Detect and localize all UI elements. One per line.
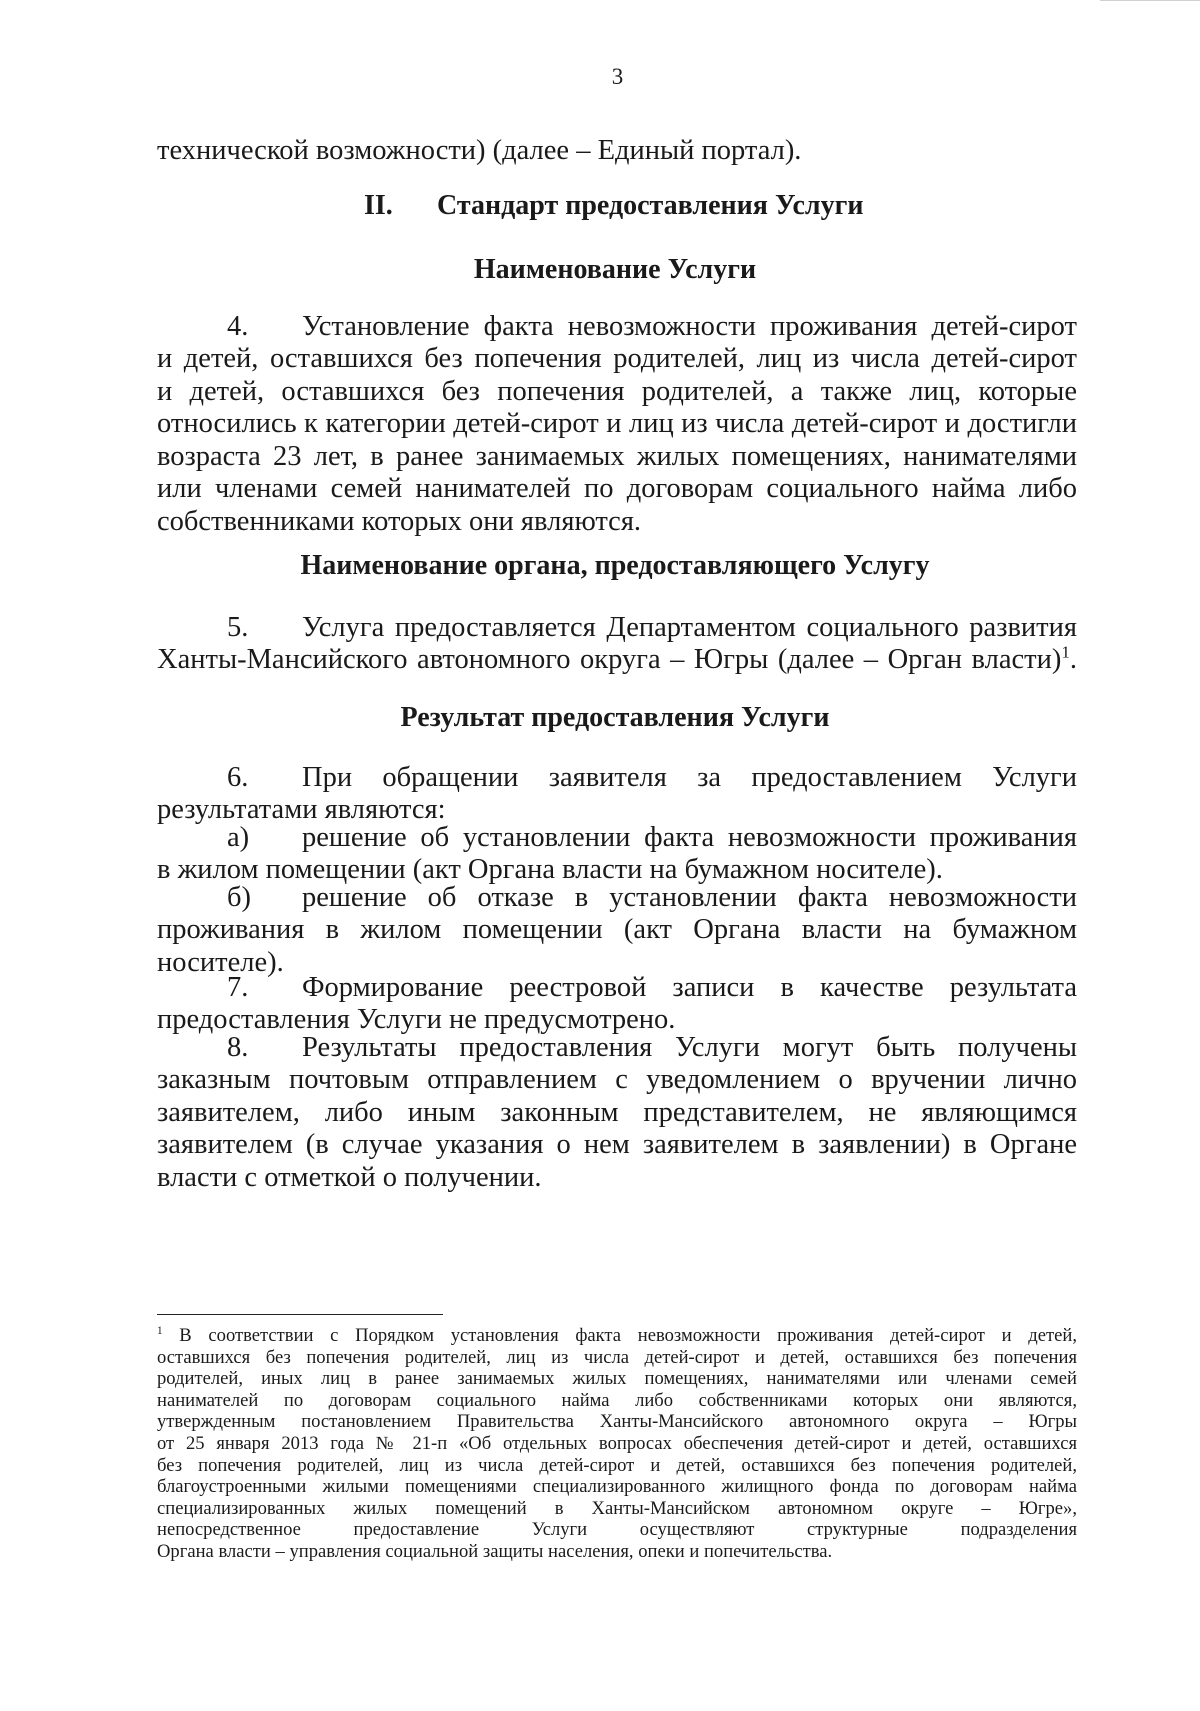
paragraph-5-line-2-end: . xyxy=(1069,644,1077,675)
heading-organ: Наименование органа, предоставляющего Услугу xyxy=(300,550,930,581)
footnote xyxy=(157,1325,1077,1563)
footnote-line: непосредственное предоставление Услуги осуществляют структурные подразделения xyxy=(157,1519,1077,1541)
item-a-first-text: решение об установлении факта невозможности проживания xyxy=(302,822,1077,853)
paragraph-8-first-text: Результаты предоставления Услуги могут быть получены xyxy=(302,1032,1077,1063)
paragraph-8-line: заказным почтовым отправлением с уведомлением о вручении лично xyxy=(157,1064,1077,1095)
paragraph-6-first-text: При обращении заявителя за предоставлением Услуги xyxy=(302,762,1077,793)
paragraph-8-line: заявителем, либо иным законным представителем, не являющимся xyxy=(157,1096,1077,1128)
footnote-line: без попечения родителей, лиц из числа детей-сирот и детей, оставшихся без попечения родителей, xyxy=(157,1454,1077,1476)
paragraph-4-line: и детей, оставшихся без попечения родителей, а также лиц, которые xyxy=(157,375,1077,407)
section-heading xyxy=(157,190,1077,224)
page-number: 3 xyxy=(611,64,624,89)
paragraph-5-line-2 xyxy=(157,644,1077,677)
paragraph-5-number: 5. xyxy=(227,612,249,643)
heading-result: Результат предоставления Услуги xyxy=(400,702,830,733)
paragraph-7-first-text: Формирование реестровой записи в качестве результата xyxy=(302,972,1077,1003)
section-roman: II. xyxy=(364,190,393,221)
footnote-line-text: В соответствии с Порядком установления факта невозможности проживания детей-сирот и детей, xyxy=(162,1325,1077,1346)
footnote-line: оставшихся без попечения родителей, лиц из числа детей-сирот и детей, оставшихся без попечения xyxy=(157,1346,1077,1368)
paragraph-5-first-line xyxy=(157,612,1077,645)
footnote-separator xyxy=(157,1314,443,1315)
paragraph-4-body xyxy=(157,343,1077,539)
paragraph-4-line: или членами семей нанимателей по договорам социального найма либо xyxy=(157,473,1077,505)
footnote-line: Органа власти – управления социальной защиты населения, опеки и попечительства. xyxy=(157,1540,833,1562)
paragraph-4-line: собственниками которых они являются. xyxy=(157,505,642,537)
paragraph-7-first-line xyxy=(157,972,1077,1005)
item-a-marker: а) xyxy=(227,822,250,853)
paragraph-6-line-2: результатами являются: xyxy=(157,794,446,825)
footnote-mark: 1 xyxy=(157,1324,163,1337)
footnote-line: благоустроенными жилыми помещениями специализированного жилищного фонда по договорам найма xyxy=(157,1476,1077,1498)
paragraph-7-number: 7. xyxy=(227,972,249,1003)
footnote-line: утвержденным постановлением Правительства Ханты-Мансийского автономного округа – Югры xyxy=(157,1411,1077,1433)
paragraph-5-line-2-text: Ханты-Мансийского автономного округа – Югры (далее – Орган власти) xyxy=(157,644,1062,675)
heading-service-name: Наименование Услуги xyxy=(473,254,757,285)
item-b-line-3: носителе). xyxy=(157,946,284,978)
intro-line: технической возможности) (далее – Единый портал). xyxy=(157,135,802,166)
paragraph-6-number: 6. xyxy=(227,762,249,793)
item-b-marker: б) xyxy=(227,882,251,913)
paragraph-8-line: заявителем (в случае указания о нем заявителем в заявлении) в Органе xyxy=(157,1129,1077,1161)
scan-edge-line xyxy=(1100,0,1200,1)
paragraph-4-number: 4. xyxy=(227,311,249,342)
footnote-line: специализированных жилых помещений в Ханты-Мансийском автономном округе – Югре», xyxy=(157,1497,1077,1519)
footnote-line xyxy=(157,1325,1077,1347)
paragraph-4-first-text: Установление факта невозможности проживания детей-сирот xyxy=(302,311,1077,342)
item-b-first-line xyxy=(157,882,1077,915)
section-title: Стандарт предоставления Услуги xyxy=(437,190,864,221)
footnote-line: нанимателей по договорам социального найма либо собственниками которых они являются, xyxy=(157,1389,1077,1411)
paragraph-8-line: власти с отметкой о получении. xyxy=(157,1161,542,1193)
paragraph-6-first-line xyxy=(157,762,1077,795)
paragraph-8-first-line xyxy=(157,1032,1077,1065)
paragraph-8-number: 8. xyxy=(227,1032,249,1063)
footnote-reference: 1 xyxy=(1061,642,1070,662)
item-a-line-2: в жилом помещении (акт Органа власти на бумажном носителе). xyxy=(157,854,943,885)
paragraph-7-line-2: предоставления Услуги не предусмотрено. xyxy=(157,1004,676,1035)
item-b-first-text: решение об отказе в установлении факта невозможности xyxy=(302,882,1077,913)
paragraph-5-first-text: Услуга предоставляется Департаментом социального развития xyxy=(302,612,1077,643)
paragraph-4-line: возраста 23 лет, в ранее занимаемых жилых помещениях, нанимателями xyxy=(157,440,1077,472)
paragraph-4-line: относились к категории детей-сирот и лиц из числа детей-сирот и достигли xyxy=(157,408,1077,440)
paragraph-8-body xyxy=(157,1064,1077,1194)
paragraph-4-first-line xyxy=(157,311,1077,344)
item-a-first-line xyxy=(157,822,1077,855)
item-b-body xyxy=(157,914,1077,979)
paragraph-4-line: и детей, оставшихся без попечения родителей, лиц из числа детей-сирот xyxy=(157,343,1077,374)
footnote-line: от 25 января 2013 года № 21-п «Об отдельных вопросах обеспечения детей-сирот и детей, оставшихся xyxy=(157,1432,1077,1454)
footnote-line: родителей, иных лиц в ранее занимаемых жилых помещениях, нанимателями или членами семей xyxy=(157,1368,1077,1390)
item-b-line-2: проживания в жилом помещении (акт Органа власти на бумажном xyxy=(157,914,1077,945)
